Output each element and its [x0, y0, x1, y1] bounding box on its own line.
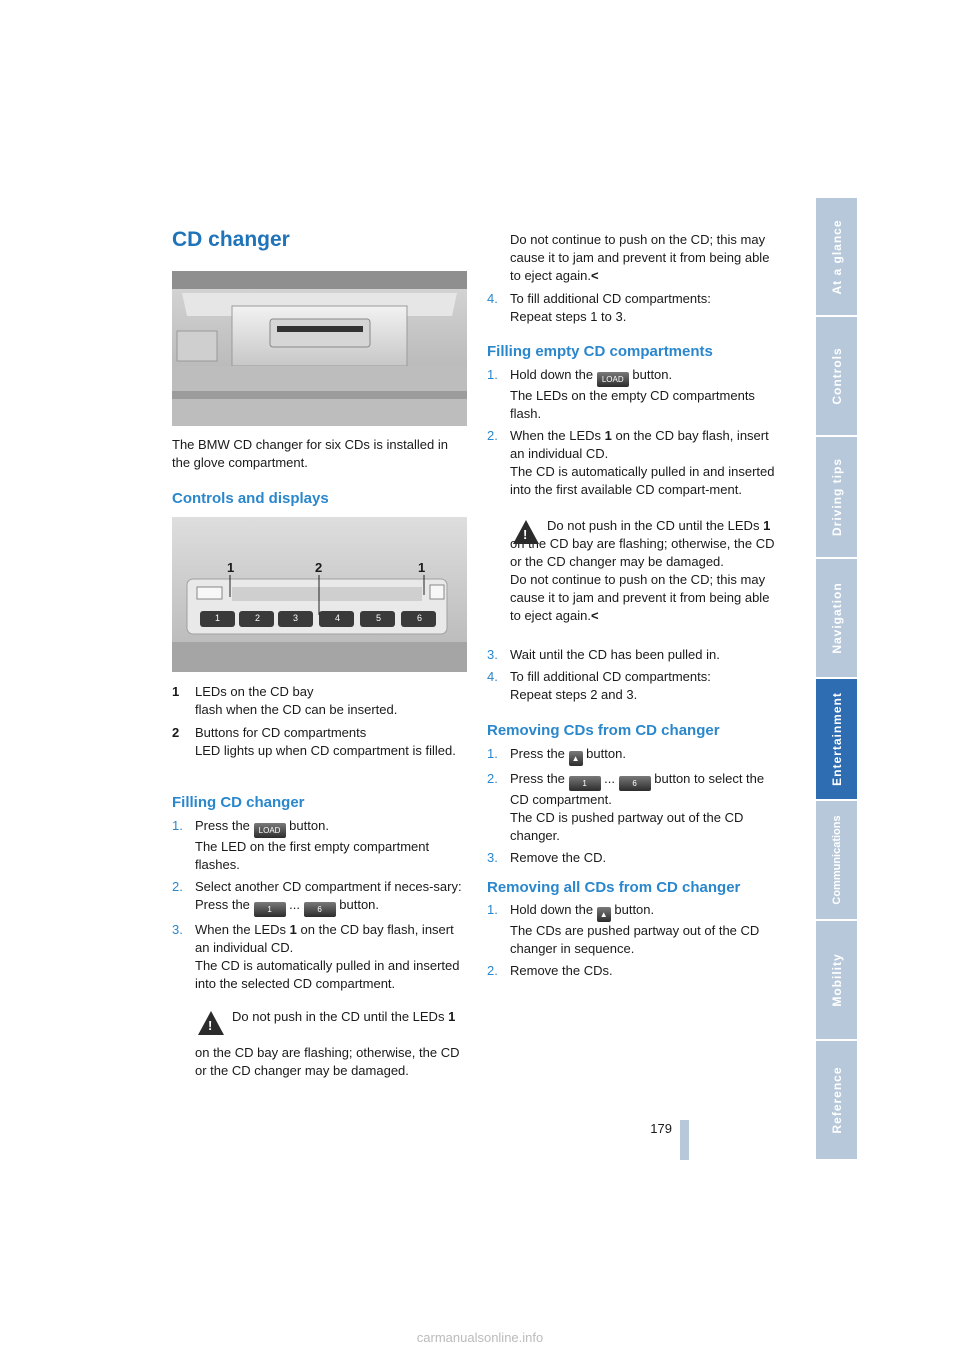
callout-2: 2	[315, 560, 323, 575]
tab-navigation[interactable]: Navigation	[816, 559, 857, 679]
filling-step-1: 1. Press the LOAD button. The LED on the first empty compartment flashes.	[172, 818, 430, 872]
removing-all-heading: Removing all CDs from CD changer	[487, 879, 741, 896]
removing-step-1: 1. Press the ▲ button.	[487, 745, 782, 766]
filling-empty-step-2: 2. When the LEDs 1 on the CD bay flash, insert an individual CD. The CD is automatically pulled in and inserted into the first available CD compart-ment.	[487, 428, 775, 497]
cd-button-6-icon: 6	[304, 902, 336, 917]
callout-1-right: 1	[418, 560, 426, 575]
filling-step-4: 4. To fill additional CD compartments: Repeat steps 1 to 3.	[487, 291, 711, 324]
legend-item-2: 2 Buttons for CD compartments LED lights up when CD compartment is filled.	[172, 725, 456, 758]
button-number-6: 6	[417, 613, 423, 623]
filling-warning: ! Do not push in the CD until the LEDs 1	[195, 1008, 465, 1026]
callout-1-left: 1	[227, 560, 235, 575]
filling-empty-steps	[487, 366, 782, 503]
tab-controls[interactable]: Controls	[816, 317, 857, 437]
filling-step-2: 2. Select another CD compartment if neces-sary: Press the 1 ... 6 button.	[172, 878, 464, 917]
filling-empty-step-3: 3. Wait until the CD has been pulled in.	[487, 647, 720, 662]
removing-step-2: 2. Press the 1 ... 6 button to select the CD compartment. The CD is pushed partway out of the CD changer.	[487, 771, 765, 843]
warning-icon	[198, 1011, 224, 1035]
controls-heading: Controls and displays	[172, 490, 329, 507]
removing-all-step-2: 2. Remove the CDs.	[487, 963, 613, 978]
filling-step-3: 3. When the LEDs 1 on the CD bay flash, insert an individual CD. The CD is automatically pulled in and inserted into the selected CD compartment.	[172, 922, 460, 991]
filling-step-4-list	[487, 290, 782, 330]
warning-icon	[513, 520, 539, 544]
cd-changer-controls-photo	[172, 517, 467, 672]
tab-mobility[interactable]: Mobility	[816, 921, 857, 1041]
legend-item-1: 1 LEDs on the CD bay flash when the CD can be inserted.	[172, 684, 398, 717]
removing-heading: Removing CDs from CD changer	[487, 722, 720, 739]
filling-empty-warning: ! Do not push in the CD until the LEDs 1 on the CD bay are flashing; otherwise, the CD or the CD changer may be damaged. Do not continue to push on the CD; this may cause it to jam and prevent it from being able to eject again.<	[510, 517, 782, 625]
filling-empty-heading: Filling empty CD compartments	[487, 343, 713, 360]
legend	[172, 683, 462, 760]
removing-all-steps	[487, 901, 782, 984]
tab-at-a-glance[interactable]: At a glance	[816, 198, 857, 317]
page-marker-bar	[680, 1120, 689, 1160]
filling-empty-steps-cont	[487, 646, 782, 708]
button-number-4: 4	[335, 613, 341, 623]
glove-compartment-photo	[172, 271, 467, 426]
cd-button-1-icon: 1	[254, 902, 286, 917]
filling-warning-cont: on the CD bay are flashing; otherwise, the CD or the CD changer may be damaged.	[195, 1045, 460, 1078]
page-number: 179	[650, 1121, 672, 1136]
cd-button-6-icon: 6	[619, 776, 651, 791]
removing-all-step-1: 1. Hold down the ▲ button. The CDs are pushed partway out of the CD changer in sequence.	[487, 902, 760, 956]
tab-entertainment[interactable]: Entertainment	[816, 679, 857, 801]
load-button-icon: LOAD	[597, 372, 629, 387]
button-number-3: 3	[293, 613, 299, 623]
filling-warning-tail: Do not continue to push on the CD; this may cause it to jam and prevent it from being able to eject again.<	[510, 232, 770, 283]
load-button-icon: LOAD	[254, 823, 286, 838]
footer-watermark: carmanualsonline.info	[416, 1330, 544, 1345]
button-number-5: 5	[376, 613, 382, 623]
removing-step-3: 3. Remove the CD.	[487, 850, 607, 865]
cd-button-1-icon: 1	[569, 776, 601, 791]
page-title: CD changer	[172, 228, 290, 251]
filling-heading: Filling CD changer	[172, 794, 305, 811]
tab-communications[interactable]: Communications	[816, 801, 857, 921]
removing-steps	[487, 745, 782, 871]
filling-empty-step-1: 1. Hold down the LOAD button. The LEDs on the empty CD compartments flash.	[487, 367, 755, 421]
button-number-2: 2	[255, 613, 261, 623]
filling-empty-step-4: 4. To fill additional CD compartments: Repeat steps 2 and 3.	[487, 669, 711, 702]
tab-reference[interactable]: Reference	[816, 1041, 857, 1161]
eject-icon: ▲	[597, 907, 611, 922]
button-number-1: 1	[215, 613, 221, 623]
tab-driving-tips[interactable]: Driving tips	[816, 437, 857, 559]
filling-steps	[172, 817, 464, 997]
intro-text: The BMW CD changer for six CDs is installed in the glove compartment.	[172, 437, 448, 470]
eject-icon: ▲	[569, 751, 583, 766]
